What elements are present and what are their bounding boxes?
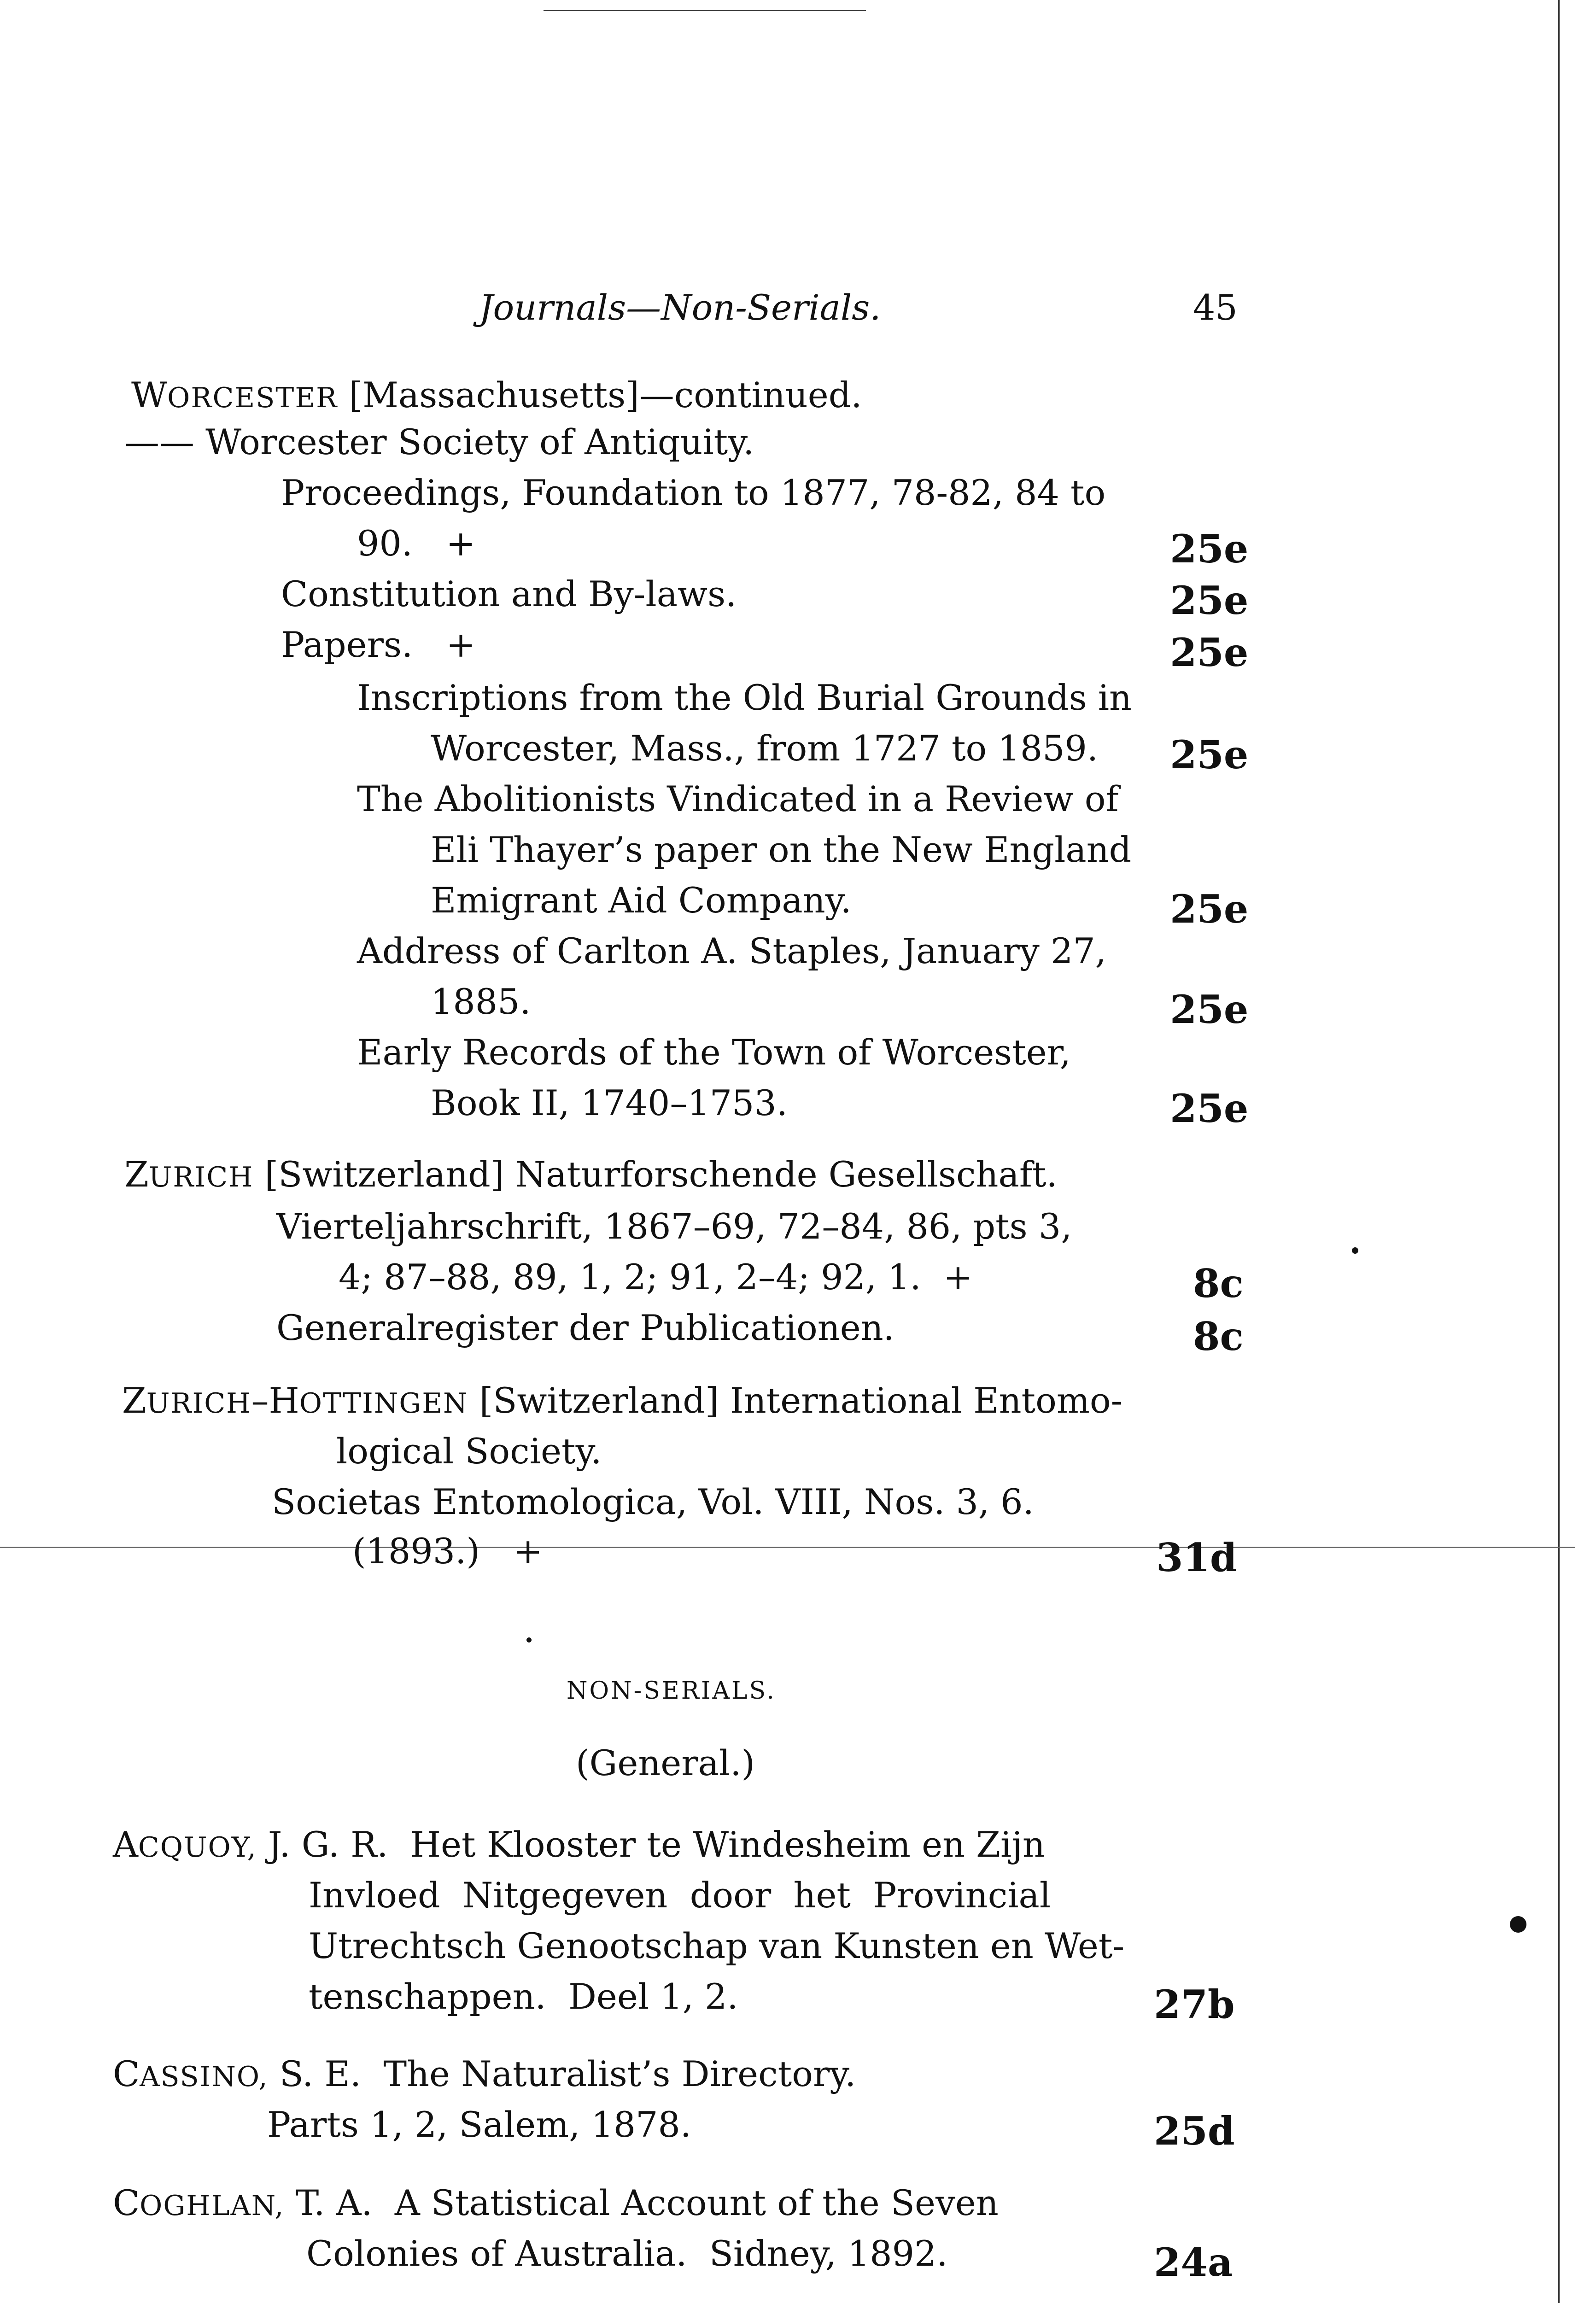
coghlan-name: OGHLAN, (140, 2190, 285, 2222)
zurich-hottingen-initial-2: H (269, 1380, 299, 1421)
vierteljahrschrift-code: 8c (1193, 1261, 1244, 1306)
abolitionists-line-1: The Abolitionists Vindicated in a Review of (357, 778, 1119, 819)
separator-rule (0, 1547, 1575, 1548)
acquoy-line-3: Utrechtsch Genootschap van Kunsten en Wet- (309, 1925, 1125, 1966)
abolitionists-line-3: Emigrant Aid Company. (431, 880, 852, 921)
cassino-name: ASSINO, (140, 2061, 269, 2093)
zurich-initial: Z (124, 1154, 149, 1195)
ink-speck (1510, 1916, 1526, 1933)
early-records-code: 25e (1170, 1086, 1249, 1131)
worcester-initial: W (131, 374, 168, 415)
section-heading: NON-SERIALS. (567, 1677, 776, 1705)
cassino-line-2: Parts 1, 2, Salem, 1878. (267, 2104, 692, 2145)
zurich-hottingen-line-2: logical Society. (336, 1431, 602, 1472)
early-records-line-1: Early Records of the Town of Worcester, (357, 1032, 1071, 1073)
papers-code: 25e (1170, 630, 1249, 675)
zurich-hottingen-heading (122, 1380, 1123, 1421)
cassino-title: S. E. The Naturalist’s Directory. (268, 2053, 856, 2094)
worcester-heading (131, 374, 862, 415)
page-number: 45 (1193, 287, 1238, 328)
cassino-code: 25d (1154, 2108, 1235, 2154)
top-rule (544, 10, 866, 11)
acquoy-line-4: tenschappen. Deel 1, 2. (309, 1976, 738, 2017)
ink-speck (526, 1637, 532, 1642)
societas-line-1: Societas Entomologica, Vol. VIII, Nos. 3, 6. (272, 1481, 1034, 1522)
acquoy-title-start: J. G. R. Het Klooster te Windesheim en Zijn (257, 1824, 1045, 1865)
acquoy-name: CQUOY, (138, 1831, 257, 1864)
acquoy-initial: A (113, 1824, 138, 1865)
proceedings-line-2: 90. + (357, 523, 476, 564)
inscriptions-line-1: Inscriptions from the Old Burial Grounds in (357, 677, 1132, 718)
inscriptions-line-2: Worcester, Mass., from 1727 to 1859. (431, 728, 1099, 769)
early-records-line-2: Book II, 1740–1753. (431, 1082, 788, 1123)
zurich-hottingen-name-2: OTTINGEN (299, 1387, 468, 1420)
worcester-society: —— Worcester Society of Antiquity. (124, 421, 754, 462)
zurich-hottingen-initial-1: Z (122, 1380, 146, 1421)
address-code: 25e (1170, 987, 1249, 1032)
acquoy-line-2: Invloed Nitgegeven door het Provincial (309, 1875, 1051, 1916)
address-line-1: Address of Carlton A. Staples, January 27, (357, 930, 1106, 971)
cassino-line-1 (113, 2053, 856, 2094)
inscriptions-code: 25e (1170, 732, 1249, 777)
zurich-name: URICH (148, 1161, 254, 1193)
abolitionists-line-2: Eli Thayer’s paper on the New England (431, 829, 1132, 870)
running-title: Journals—Non-Serials. (479, 287, 881, 328)
coghlan-title-start: T. A. A Statistical Account of the Seven (284, 2182, 999, 2223)
zurich-hottingen-dash: – (251, 1380, 269, 1421)
societas-code: 31d (1156, 1535, 1237, 1580)
coghlan-line-2: Colonies of Australia. Sidney, 1892. (306, 2233, 948, 2274)
cassino-initial: C (113, 2053, 140, 2094)
vierteljahrschrift-line-1: Vierteljahrschrift, 1867–69, 72–84, 86, pts 3, (276, 1206, 1072, 1247)
right-margin-line (1558, 0, 1560, 2303)
abolitionists-code: 25e (1170, 886, 1249, 932)
zurich-society: [Switzerland] Naturforschende Gesellschaft. (253, 1154, 1058, 1195)
constitution-line: Constitution and By-laws. (281, 573, 737, 614)
zurich-hottingen-name-1: URICH (146, 1387, 251, 1420)
coghlan-initial: C (113, 2182, 140, 2223)
proceedings-code: 25e (1170, 526, 1249, 572)
ink-speck (1352, 1247, 1358, 1254)
zurich-heading (124, 1154, 1058, 1195)
address-line-2: 1885. (431, 981, 531, 1022)
worcester-location: [Massachusetts]—continued. (338, 374, 862, 415)
acquoy-line-1 (113, 1824, 1045, 1865)
section-subheading: (General.) (576, 1742, 755, 1783)
acquoy-code: 27b (1154, 1982, 1235, 2027)
vierteljahrschrift-line-2: 4; 87–88, 89, 1, 2; 91, 2–4; 92, 1. + (339, 1257, 973, 1298)
generalregister-line: Generalregister der Publicationen. (276, 1307, 894, 1348)
coghlan-code: 24a (1154, 2239, 1233, 2285)
proceedings-line-1: Proceedings, Foundation to 1877, 78-82, 84 to (281, 472, 1106, 513)
coghlan-line-1 (113, 2182, 999, 2223)
generalregister-code: 8c (1193, 1314, 1244, 1359)
zurich-hottingen-society: [Switzerland] International Entomo- (468, 1380, 1123, 1421)
societas-line-2: (1893.) + (352, 1531, 543, 1572)
papers-line: Papers. + (281, 624, 476, 665)
worcester-name: ORCESTER (167, 382, 338, 414)
constitution-code: 25e (1170, 578, 1249, 623)
